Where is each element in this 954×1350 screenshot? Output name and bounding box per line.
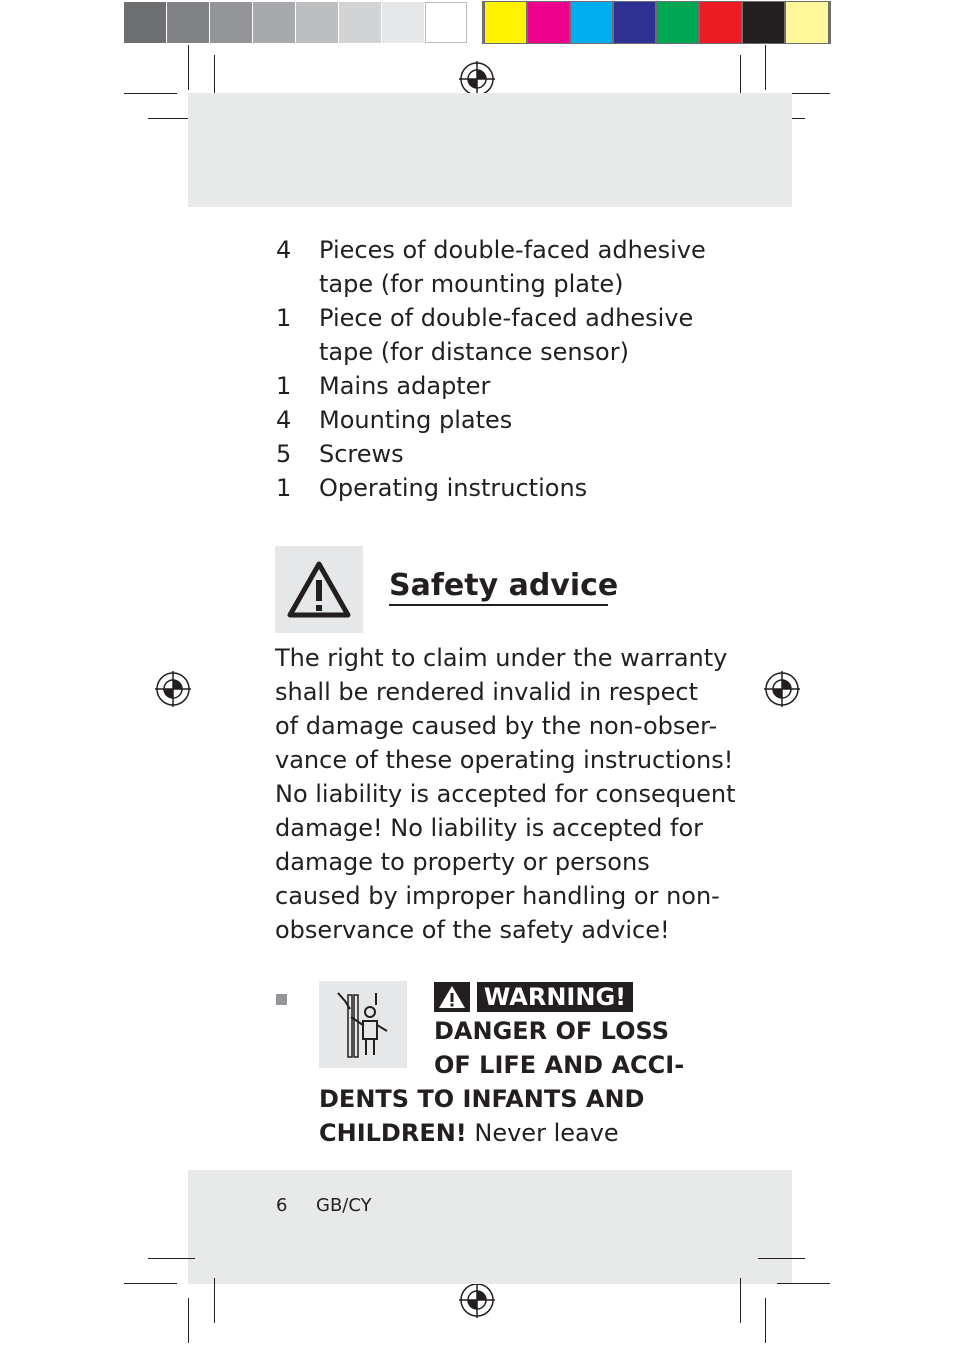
paragraph-line: shall be rendered invalid in respect: [275, 678, 699, 706]
grey-swatch-7: [382, 2, 424, 43]
paragraph-line: observance of the safety advice!: [275, 916, 670, 944]
yellow-swatch: [485, 2, 526, 43]
locale-code: GB/CY: [316, 1195, 372, 1216]
warning-label-box: [434, 982, 633, 1012]
cyan-swatch: [571, 2, 612, 43]
paragraph-line: damage to property or persons: [275, 848, 650, 876]
green-swatch: [657, 2, 698, 43]
blue-swatch: [614, 2, 655, 43]
list-item-text: tape (for mounting plate): [319, 270, 624, 298]
grey-swatch-3: [210, 2, 252, 43]
magenta-swatch: [528, 2, 569, 43]
list-item-qty: 4: [276, 236, 292, 264]
registration-mark-right-icon: [763, 670, 801, 708]
warning-label: WARNING!: [477, 982, 633, 1012]
registration-mark-bottom-icon: [458, 1281, 496, 1319]
page-number: 6: [276, 1195, 288, 1216]
paragraph-line: The right to claim under the warranty: [275, 644, 728, 672]
list-item-text: tape (for distance sensor): [319, 338, 629, 366]
grey-swatch-4: [253, 2, 295, 43]
light-yellow-swatch: [786, 2, 828, 43]
safety-heading: Safety advice: [389, 568, 619, 603]
list-item-text: Screws: [319, 440, 404, 468]
warning-continuation-text: Never leave: [466, 1119, 619, 1147]
warning-small-icon: [434, 982, 470, 1012]
paragraph-line: No liability is accepted for consequent: [275, 780, 736, 808]
black-swatch: [743, 2, 784, 43]
safety-heading-underline: [389, 604, 608, 606]
grey-swatch-1: [124, 2, 166, 43]
warning-triangle-icon: [275, 546, 363, 633]
list-item-qty: 4: [276, 406, 292, 434]
warning-children-text: CHILDREN!: [319, 1119, 467, 1147]
warning-last-line: [319, 1116, 619, 1150]
list-item-text: Operating instructions: [319, 474, 588, 502]
list-item-text: Mounting plates: [319, 406, 513, 434]
warning-line: OF LIFE AND ACCI-: [434, 1051, 685, 1079]
header-band: [188, 93, 792, 207]
warning-line: DENTS TO INFANTS AND: [319, 1085, 645, 1113]
warning-line: DANGER OF LOSS: [434, 1017, 669, 1045]
grey-swatch-6: [339, 2, 381, 43]
list-item-qty: 5: [276, 440, 292, 468]
paragraph-line: of damage caused by the non-obser-: [275, 712, 718, 740]
grey-swatch-2: [167, 2, 209, 43]
list-item-qty: 1: [276, 372, 292, 400]
bullet-square: [276, 994, 287, 1005]
footer-band: [188, 1170, 792, 1284]
registration-mark-left-icon: [154, 670, 192, 708]
warning-small-icon-box: [434, 982, 470, 1012]
grey-swatch-5: [296, 2, 338, 43]
grey-swatch-8: [425, 2, 467, 43]
paragraph-line: caused by improper handling or non-: [275, 882, 720, 910]
red-swatch: [700, 2, 741, 43]
paragraph-line: vance of these operating instructions!: [275, 746, 734, 774]
list-item-text: Piece of double-faced adhesive: [319, 304, 694, 332]
child-hazard-icon-box: [319, 981, 407, 1068]
child-hazard-icon: [319, 981, 407, 1068]
list-item-qty: 1: [276, 304, 292, 332]
list-item-text: Pieces of double-faced adhesive: [319, 236, 706, 264]
paragraph-line: damage! No liability is accepted for: [275, 814, 704, 842]
list-item-qty: 1: [276, 474, 292, 502]
list-item-text: Mains adapter: [319, 372, 491, 400]
safety-icon-box: [275, 546, 363, 633]
